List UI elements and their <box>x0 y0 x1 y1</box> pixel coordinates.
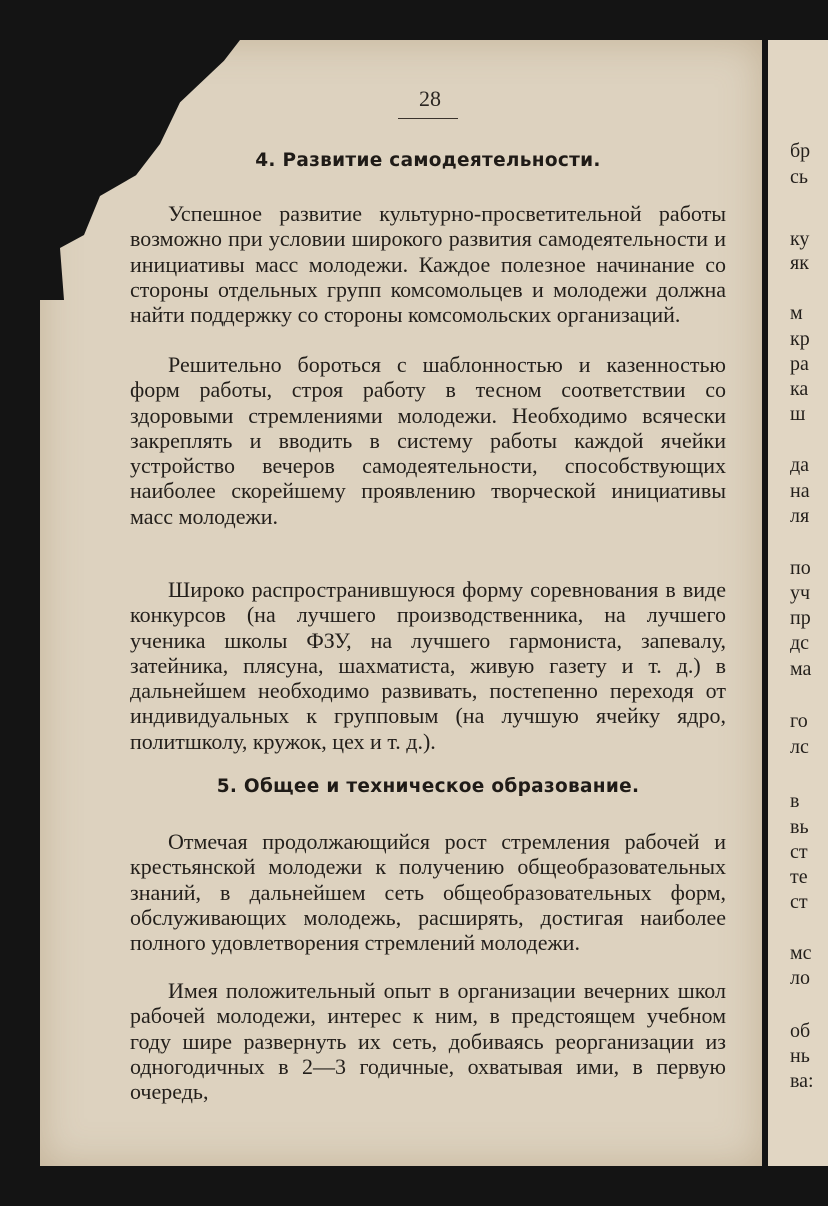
page-number-rule <box>398 118 458 119</box>
adjacent-fragment: на <box>790 480 810 502</box>
section-heading: 5. Общее и техническое образование. <box>216 776 640 797</box>
adjacent-fragment: ст <box>790 841 808 863</box>
paragraph: Имея положительный опыт в организации вечерних школ рабочей молодежи, интерес к ним, в предстоящем учебном году шире развернуть их сеть, добиваясь реорганизации из одногодичных в 2—3 годичные, охватывая ими, в первую очередь, <box>130 978 726 1105</box>
adjacent-fragment: нь <box>790 1045 810 1067</box>
paragraph: Отмечая продолжающийся рост стремления рабочей и крестьянской молодежи к получению общеобразовательных знаний, в дальнейшем сеть общеобразовательных форм, обслуживающих молодежь, расширять, достигая наиболее полного удовлетворения стремлений молодежи. <box>130 829 726 956</box>
adjacent-fragment: ка <box>790 378 809 400</box>
paragraph: Решительно бороться с шаблонностью и казенностью форм работы, строя работу в тесном соответствии со здоровыми стремлениями молодежи. Необходимо всячески закреплять и вводить в систему работы каждой ячейки устройство вечеров самодеятельности, способствующих наиболее скорейшему проявлению творческой инициативы масс молодежи. <box>130 352 726 529</box>
paragraph: Успешное развитие культурно-просветительной работы возможно при условии широкого развития самодеятельности и инициативы масс молодежи. Каждое полезное начинание со стороны отдельных групп комсомольцев и молодежи должна найти поддержку со стороны комсомольских организаций. <box>130 201 726 328</box>
adjacent-fragment: ку <box>790 228 810 250</box>
adjacent-fragment: ло <box>790 967 810 989</box>
adjacent-fragment: уч <box>790 582 811 604</box>
adjacent-page-edge <box>768 40 828 1166</box>
adjacent-fragment: го <box>790 710 808 732</box>
adjacent-fragment: мс <box>790 942 812 964</box>
adjacent-fragment: сь <box>790 166 808 188</box>
adjacent-fragment: об <box>790 1020 811 1042</box>
adjacent-fragment: ма <box>790 658 812 680</box>
adjacent-fragment: ст <box>790 891 808 913</box>
adjacent-fragment: ра <box>790 353 809 375</box>
adjacent-fragment: м <box>790 302 803 324</box>
adjacent-fragment: як <box>790 252 809 274</box>
paragraph: Широко распространившуюся форму соревнования в виде конкурсов (на лучшего производственника, на лучшего ученика школы ФЗУ, на лучшего гармониста, запевалу, затейника, плясуна, шахматиста, живую газету и т. д.) в дальнейшем необходимо развивать, постепенно переходя от индивидуальных к групповым (на лучшую ячейку ядро, политшколу, кружок, цех и т. д.). <box>130 577 726 754</box>
adjacent-fragment: бр <box>790 140 811 162</box>
adjacent-fragment: ш <box>790 403 806 425</box>
adjacent-fragment: в <box>790 790 800 812</box>
page-number: 28 <box>419 86 441 111</box>
adjacent-fragment: лс <box>790 736 809 758</box>
adjacent-fragment: кр <box>790 328 810 350</box>
adjacent-fragment: ля <box>790 505 810 527</box>
adjacent-fragment: пр <box>790 607 811 629</box>
adjacent-fragment: вь <box>790 816 809 838</box>
adjacent-fragment: по <box>790 557 811 579</box>
adjacent-fragment: да <box>790 454 810 476</box>
section-heading: 4. Развитие самодеятельности. <box>255 150 601 171</box>
adjacent-fragment: дс <box>790 632 810 654</box>
adjacent-fragment: те <box>790 866 808 888</box>
adjacent-fragment: ва: <box>790 1070 814 1092</box>
